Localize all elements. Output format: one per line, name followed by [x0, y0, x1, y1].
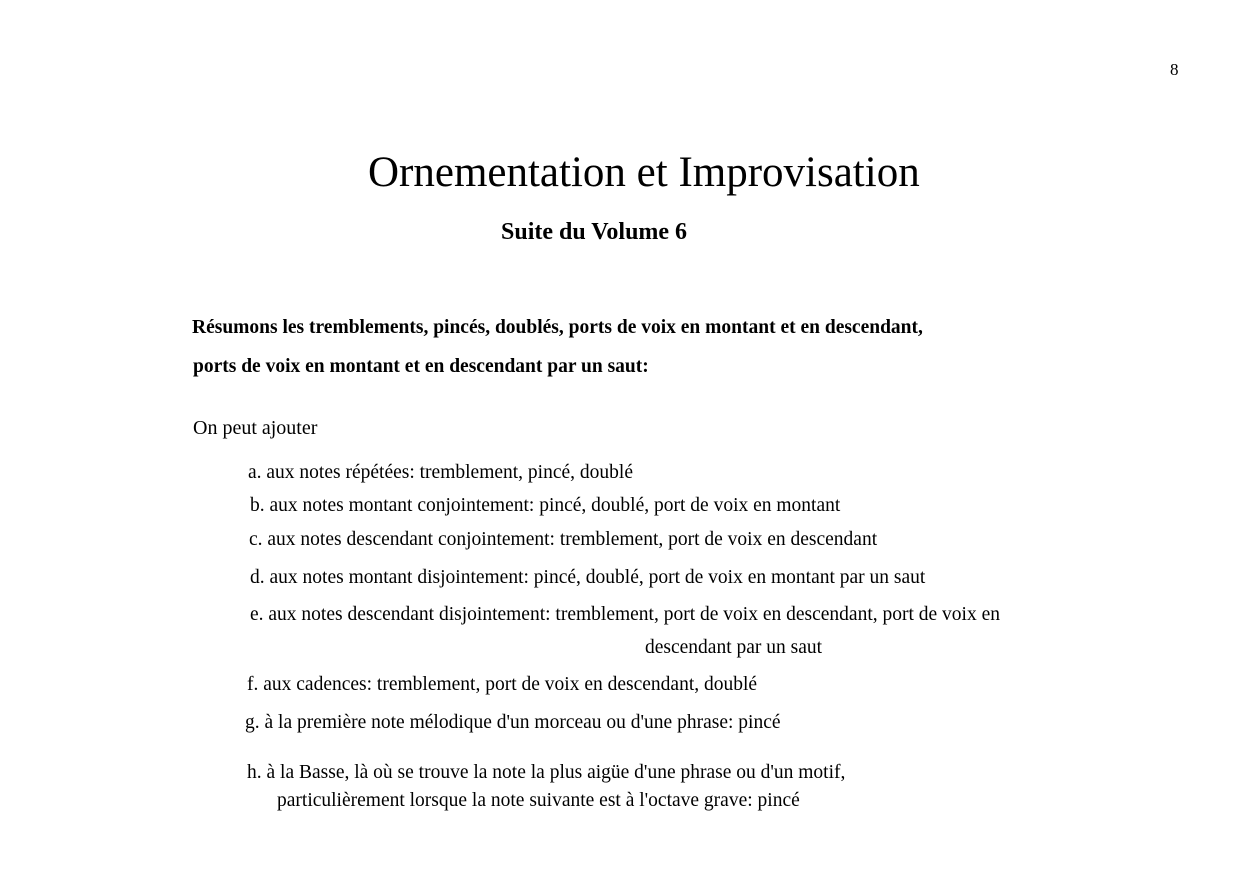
list-item-b: b. aux notes montant conjointement: pincé, doublé, port de voix en montant	[250, 495, 841, 516]
page-subtitle: Suite du Volume 6	[501, 219, 688, 245]
summary-line-1: Résumons les tremblements, pincés, doublés, ports de voix en montant et en descendant,	[192, 317, 923, 338]
intro-text: On peut ajouter	[193, 417, 318, 439]
page-number: 8	[1170, 60, 1179, 79]
summary-line-2: ports de voix en montant et en descendant par un saut:	[193, 356, 649, 377]
list-item-h: h. à la Basse, là où se trouve la note la plus aigüe d'une phrase ou d'un motif,	[247, 762, 846, 783]
list-item-c: c. aux notes descendant conjointement: tremblement, port de voix en descendant	[249, 529, 878, 550]
list-item-e-continuation: descendant par un saut	[645, 637, 823, 658]
page-title: Ornementation et Improvisation	[368, 149, 920, 196]
list-item-e: e. aux notes descendant disjointement: tremblement, port de voix en descendant, port de voix en	[250, 604, 1000, 625]
list-item-a: a. aux notes répétées: tremblement, pincé, doublé	[248, 462, 633, 483]
list-item-h-continuation: particulièrement lorsque la note suivante est à l'octave grave: pincé	[277, 790, 800, 811]
list-item-d: d. aux notes montant disjointement: pincé, doublé, port de voix en montant par un saut	[250, 567, 926, 588]
list-item-g: g. à la première note mélodique d'un morceau ou d'une phrase: pincé	[245, 712, 781, 733]
list-item-f: f. aux cadences: tremblement, port de voix en descendant, doublé	[247, 674, 758, 695]
